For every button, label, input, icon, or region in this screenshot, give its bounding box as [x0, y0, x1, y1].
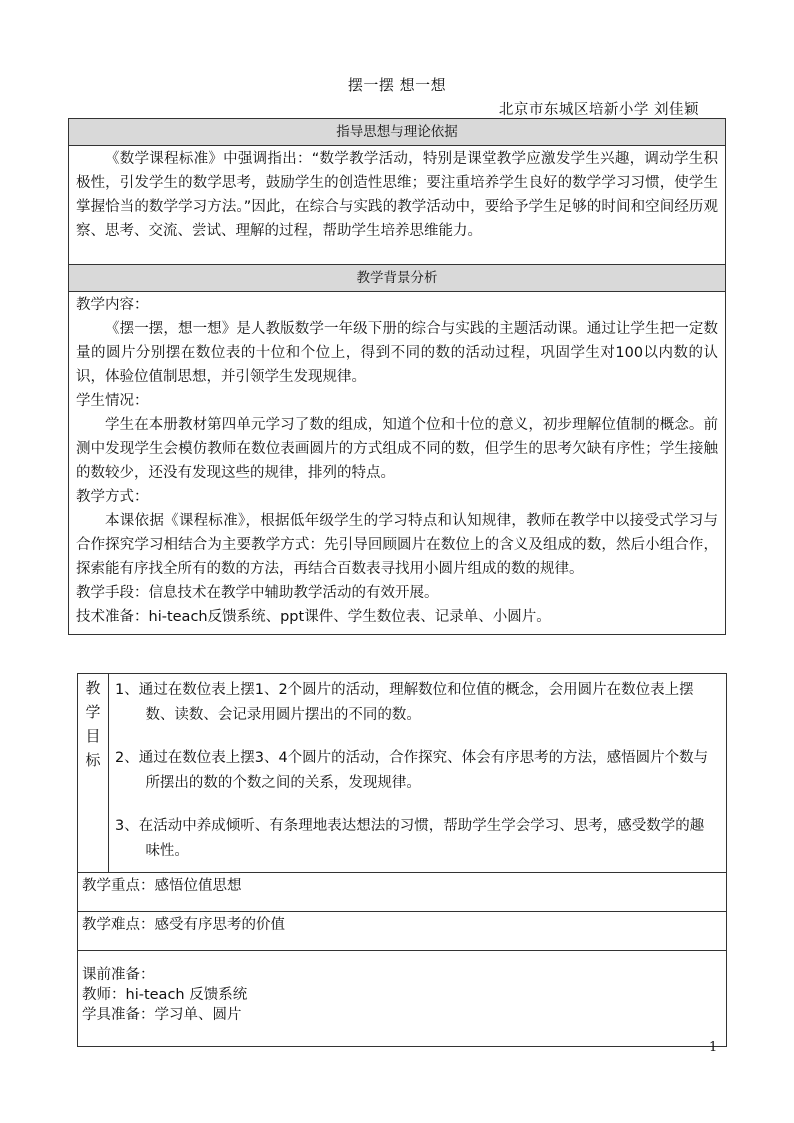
background-table [68, 118, 726, 635]
objectives-label-char: 标 [85, 751, 101, 769]
background-analysis-header: 教学背景分析 [69, 265, 726, 292]
method-label: 教学方式： [76, 489, 149, 505]
author-line: 北京市东城区培新小学 刘佳颖 [498, 102, 699, 118]
objectives-label-char: 目 [85, 727, 101, 745]
content-label: 教学内容： [76, 297, 149, 313]
guiding-thought-header: 指导思想与理论依据 [69, 119, 726, 146]
background-analysis-cell [69, 292, 726, 635]
key-point-row: 教学重点：感悟位值思想 [78, 873, 727, 912]
prep-students: 学具准备：学习单、圆片 [82, 1007, 242, 1023]
objective-item: 1、通过在数位表上摆1、2个圆片的活动，理解数位和位值的概念，会用圆片在数位表上摆数、读数、会记录用圆片摆出的不同的数。 [115, 682, 694, 723]
means-text: 教学手段：信息技术在教学中辅助教学活动的有效开展。 [76, 585, 439, 601]
prep-teacher: 教师：hi-teach 反馈系统 [82, 987, 248, 1003]
method-text: 本课依据《课程标准》，根据低年级学生的学习特点和认知规律，教师在教学中以接受式学习与合作探究学习相结合为主要教学方式：先引导回顾圆片在数位上的含义及组成的数，然后小组合作，探索能有序找全所有的数的方法，再结合百数表寻找用小圆片组成的数的规律。 [76, 513, 718, 577]
objectives-table [77, 673, 727, 1047]
objectives-label-char: 学 [85, 703, 101, 721]
page-number: 1 [709, 1040, 718, 1055]
objective-item: 3、在活动中养成倾听、有条理地表达想法的习惯，帮助学生学会学习、思考，感受数学的趣味性。 [115, 818, 705, 859]
students-text: 学生在本册教材第四单元学习了数的组成，知道个位和十位的意义，初步理解位值制的概念。前测中发现学生会模仿教师在数位表画圆片的方式组成不同的数，但学生的思考欠缺有序性；学生接触的数较少，还没有发现这些的规律，排列的特点。 [76, 417, 718, 481]
objectives-label [78, 674, 109, 873]
preparation-cell [78, 951, 727, 1047]
tech-text: 技术准备：hi-teach反馈系统、ppt课件、学生数位表、记录单、小圆片。 [76, 609, 551, 625]
difficulty-row: 教学难点：感受有序思考的价值 [78, 912, 727, 951]
objectives-label-char: 教 [85, 679, 101, 697]
prep-label: 课前准备： [82, 967, 155, 983]
students-label: 学生情况： [76, 393, 149, 409]
guiding-thought-text: 《数学课程标准》中强调指出：“数学教学活动，特别是课堂教学应激发学生兴趣，调动学生积极性，引发学生的数学思考，鼓励学生的创造性思维；要注重培养学生良好的数学学习习惯，使学生掌握恰当的数学学习方法。”因此，在综合与实践的教学活动中，要给予学生足够的时间和空间经历观察、思考、交流、尝试、理解的过程，帮助学生培养思维能力。 [76, 151, 718, 239]
objective-item: 2、通过在数位表上摆3、4个圆片的活动，合作探究、体会有序思考的方法，感悟圆片个数与所摆出的数的个数之间的关系，发现规律。 [115, 750, 709, 791]
objectives-list [109, 674, 727, 873]
guiding-thought-cell [69, 146, 726, 265]
document-title: 摆一摆 想一想 [347, 76, 447, 94]
content-text: 《摆一摆，想一想》是人教版数学一年级下册的综合与实践的主题活动课。通过让学生把一定数量的圆片分别摆在数位表的十位和个位上，得到不同的数的活动过程，巩固学生对100以内数的认识，体验位值制思想，并引领学生发现规律。 [76, 321, 718, 385]
